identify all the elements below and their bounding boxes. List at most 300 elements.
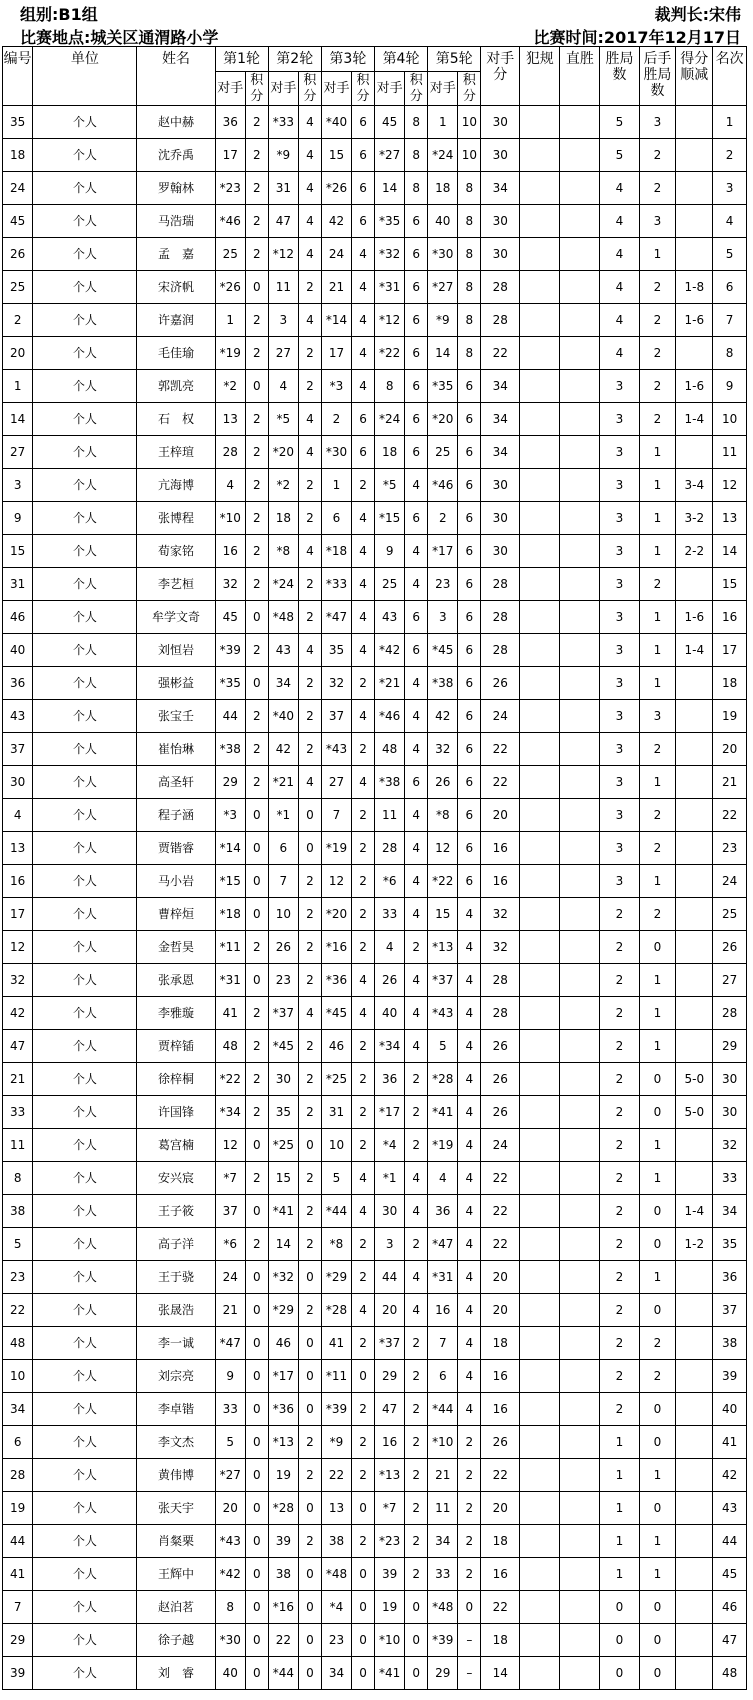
cell-r1-opp: *46 bbox=[215, 205, 245, 238]
cell-r2-opp: *16 bbox=[268, 1591, 298, 1624]
cell-r2-opp: *28 bbox=[268, 1492, 298, 1525]
cell-r3-opp: *9 bbox=[321, 1426, 351, 1459]
cell-r3-score: 2 bbox=[352, 1393, 375, 1426]
cell-r4-opp: *46 bbox=[374, 700, 404, 733]
cell-r1-score: 0 bbox=[245, 1195, 268, 1228]
cell-rank: 26 bbox=[713, 931, 747, 964]
cell-unit: 个人 bbox=[33, 1327, 137, 1360]
cell-name: 毛佳瑜 bbox=[137, 337, 215, 370]
cell-r4-score: 2 bbox=[405, 1063, 428, 1096]
cell-r5-opp: *47 bbox=[428, 1228, 458, 1261]
cell-wins: 2 bbox=[600, 1063, 639, 1096]
cell-score-dec bbox=[676, 964, 713, 997]
cell-foul bbox=[520, 1261, 560, 1294]
cell-name: 孟 嘉 bbox=[137, 238, 215, 271]
cell-wins: 4 bbox=[600, 172, 639, 205]
cell-r3-score: 2 bbox=[352, 733, 375, 766]
cell-foul bbox=[520, 1591, 560, 1624]
cell-r3-opp: 24 bbox=[321, 238, 351, 271]
cell-r2-opp: *40 bbox=[268, 700, 298, 733]
cell-r3-opp: 27 bbox=[321, 766, 351, 799]
cell-r5-opp: 25 bbox=[428, 436, 458, 469]
cell-r3-score: 0 bbox=[352, 1492, 375, 1525]
cell-rank: 38 bbox=[713, 1327, 747, 1360]
cell-direct bbox=[560, 601, 600, 634]
table-row bbox=[3, 1459, 747, 1492]
cell-foul bbox=[520, 1162, 560, 1195]
cell-score-dec bbox=[676, 1624, 713, 1657]
cell-r2-opp: 3 bbox=[268, 304, 298, 337]
cell-r5-score: 2 bbox=[458, 1426, 481, 1459]
cell-r3-score: 4 bbox=[352, 535, 375, 568]
cell-back-wins: 1 bbox=[639, 238, 676, 271]
cell-r2-opp: *12 bbox=[268, 238, 298, 271]
cell-foul bbox=[520, 568, 560, 601]
cell-r2-score: 4 bbox=[299, 205, 322, 238]
cell-r4-score: 6 bbox=[405, 502, 428, 535]
col-foul-header: 犯规 bbox=[520, 47, 560, 106]
cell-unit: 个人 bbox=[33, 1195, 137, 1228]
cell-score-dec bbox=[676, 865, 713, 898]
cell-unit: 个人 bbox=[33, 1261, 137, 1294]
cell-back-wins: 0 bbox=[639, 1624, 676, 1657]
cell-r5-opp: *10 bbox=[428, 1426, 458, 1459]
cell-r5-score: 2 bbox=[458, 1492, 481, 1525]
cell-r5-score: 6 bbox=[458, 436, 481, 469]
cell-r1-opp: 32 bbox=[215, 568, 245, 601]
cell-r3-score: 0 bbox=[352, 1624, 375, 1657]
cell-name: 郭凯亮 bbox=[137, 370, 215, 403]
cell-r1-score: 0 bbox=[245, 370, 268, 403]
cell-r4-opp: 48 bbox=[374, 733, 404, 766]
cell-score-dec bbox=[676, 1129, 713, 1162]
cell-r1-opp: *14 bbox=[215, 832, 245, 865]
cell-r4-score: 6 bbox=[405, 766, 428, 799]
cell-score-dec: 3-4 bbox=[676, 469, 713, 502]
cell-r3-opp: *28 bbox=[321, 1294, 351, 1327]
referee-label: 裁判长:宋伟 bbox=[654, 5, 741, 24]
cell-opp-score: 26 bbox=[481, 1096, 520, 1129]
cell-opp-score: 22 bbox=[481, 733, 520, 766]
cell-unit: 个人 bbox=[33, 568, 137, 601]
cell-unit: 个人 bbox=[33, 634, 137, 667]
cell-foul bbox=[520, 964, 560, 997]
cell-r4-score: 4 bbox=[405, 1261, 428, 1294]
cell-r4-opp: 36 bbox=[374, 1063, 404, 1096]
cell-r3-opp: 35 bbox=[321, 634, 351, 667]
cell-direct bbox=[560, 1459, 600, 1492]
cell-id: 25 bbox=[3, 271, 33, 304]
cell-back-wins: 1 bbox=[639, 997, 676, 1030]
cell-rank: 36 bbox=[713, 1261, 747, 1294]
cell-score-dec: 1-6 bbox=[676, 601, 713, 634]
cell-r2-opp: *1 bbox=[268, 799, 298, 832]
cell-r3-opp: 41 bbox=[321, 1327, 351, 1360]
cell-foul bbox=[520, 1525, 560, 1558]
cell-rank: 3 bbox=[713, 172, 747, 205]
cell-r2-score: 0 bbox=[299, 1591, 322, 1624]
table-row bbox=[3, 271, 747, 304]
cell-r2-score: 2 bbox=[299, 1162, 322, 1195]
cell-wins: 1 bbox=[600, 1459, 639, 1492]
cell-r1-score: 0 bbox=[245, 1294, 268, 1327]
cell-rank: 30 bbox=[713, 1063, 747, 1096]
cell-r2-score: 0 bbox=[299, 1327, 322, 1360]
cell-r5-opp: 14 bbox=[428, 337, 458, 370]
table-row bbox=[3, 766, 747, 799]
cell-rank: 10 bbox=[713, 403, 747, 436]
cell-opp-score: 24 bbox=[481, 1129, 520, 1162]
cell-wins: 0 bbox=[600, 1624, 639, 1657]
cell-r2-score: 4 bbox=[299, 304, 322, 337]
cell-r3-score: 2 bbox=[352, 898, 375, 931]
table-row bbox=[3, 1393, 747, 1426]
cell-rank: 24 bbox=[713, 865, 747, 898]
cell-name: 李艺桓 bbox=[137, 568, 215, 601]
cell-r4-score: 2 bbox=[405, 1525, 428, 1558]
cell-name: 王于骁 bbox=[137, 1261, 215, 1294]
cell-r3-score: 4 bbox=[352, 238, 375, 271]
cell-unit: 个人 bbox=[33, 370, 137, 403]
cell-name: 刘宗亮 bbox=[137, 1360, 215, 1393]
cell-r4-score: 4 bbox=[405, 1294, 428, 1327]
round-1-opp-header: 对手 bbox=[215, 72, 245, 106]
cell-direct bbox=[560, 667, 600, 700]
cell-r1-score: 2 bbox=[245, 502, 268, 535]
cell-wins: 2 bbox=[600, 1261, 639, 1294]
cell-r2-score: 2 bbox=[299, 568, 322, 601]
cell-id: 35 bbox=[3, 106, 33, 139]
cell-r5-score: 4 bbox=[458, 1195, 481, 1228]
cell-rank: 23 bbox=[713, 832, 747, 865]
cell-r3-opp: 34 bbox=[321, 1657, 351, 1690]
cell-r1-opp: *7 bbox=[215, 1162, 245, 1195]
cell-r2-opp: 10 bbox=[268, 898, 298, 931]
cell-r5-score: 6 bbox=[458, 667, 481, 700]
cell-r4-opp: *5 bbox=[374, 469, 404, 502]
cell-opp-score: 26 bbox=[481, 1063, 520, 1096]
cell-r5-opp: 26 bbox=[428, 766, 458, 799]
table-row bbox=[3, 865, 747, 898]
table-row bbox=[3, 238, 747, 271]
cell-opp-score: 20 bbox=[481, 1261, 520, 1294]
cell-r3-opp: *26 bbox=[321, 172, 351, 205]
cell-id: 28 bbox=[3, 1459, 33, 1492]
cell-wins: 0 bbox=[600, 1657, 639, 1690]
cell-r5-opp: 5 bbox=[428, 1030, 458, 1063]
cell-back-wins: 0 bbox=[639, 1426, 676, 1459]
cell-score-dec: 1-6 bbox=[676, 304, 713, 337]
cell-name: 张博程 bbox=[137, 502, 215, 535]
cell-r3-score: 6 bbox=[352, 106, 375, 139]
cell-r2-opp: 38 bbox=[268, 1558, 298, 1591]
cell-r2-score: 4 bbox=[299, 403, 322, 436]
cell-unit: 个人 bbox=[33, 502, 137, 535]
cell-opp-score: 34 bbox=[481, 172, 520, 205]
table-row bbox=[3, 1261, 747, 1294]
cell-id: 43 bbox=[3, 700, 33, 733]
cell-r3-score: 2 bbox=[352, 1063, 375, 1096]
cell-r5-score: 2 bbox=[458, 1525, 481, 1558]
cell-back-wins: 0 bbox=[639, 1195, 676, 1228]
table-row bbox=[3, 1426, 747, 1459]
cell-r1-score: 2 bbox=[245, 304, 268, 337]
cell-r1-score: 2 bbox=[245, 634, 268, 667]
cell-rank: 5 bbox=[713, 238, 747, 271]
cell-r4-score: 6 bbox=[405, 634, 428, 667]
cell-unit: 个人 bbox=[33, 1162, 137, 1195]
cell-r1-score: 0 bbox=[245, 1327, 268, 1360]
cell-score-dec bbox=[676, 931, 713, 964]
cell-foul bbox=[520, 799, 560, 832]
cell-r4-opp: 4 bbox=[374, 931, 404, 964]
cell-r3-score: 0 bbox=[352, 1360, 375, 1393]
cell-back-wins: 0 bbox=[639, 1591, 676, 1624]
sheet-header bbox=[0, 0, 753, 46]
cell-r2-score: 2 bbox=[299, 1459, 322, 1492]
round-5-header: 第5轮 bbox=[428, 47, 481, 72]
round-1-score-header: 积分 bbox=[245, 72, 268, 106]
round-2-header: 第2轮 bbox=[268, 47, 321, 72]
cell-foul bbox=[520, 898, 560, 931]
cell-score-dec bbox=[676, 172, 713, 205]
cell-r4-score: 6 bbox=[405, 370, 428, 403]
cell-r4-score: 2 bbox=[405, 1360, 428, 1393]
cell-direct bbox=[560, 1162, 600, 1195]
cell-r2-score: 0 bbox=[299, 1261, 322, 1294]
cell-rank: 7 bbox=[713, 304, 747, 337]
cell-r1-opp: *26 bbox=[215, 271, 245, 304]
cell-unit: 个人 bbox=[33, 997, 137, 1030]
cell-r2-opp: 27 bbox=[268, 337, 298, 370]
cell-back-wins: 2 bbox=[639, 832, 676, 865]
cell-r5-score: 8 bbox=[458, 337, 481, 370]
cell-wins: 2 bbox=[600, 997, 639, 1030]
cell-direct bbox=[560, 1096, 600, 1129]
round-3-opp-header: 对手 bbox=[321, 72, 351, 106]
cell-direct bbox=[560, 370, 600, 403]
cell-unit: 个人 bbox=[33, 931, 137, 964]
table-row bbox=[3, 436, 747, 469]
cell-foul bbox=[520, 436, 560, 469]
table-row bbox=[3, 304, 747, 337]
cell-r5-score: 6 bbox=[458, 370, 481, 403]
cell-foul bbox=[520, 172, 560, 205]
cell-back-wins: 0 bbox=[639, 1294, 676, 1327]
cell-unit: 个人 bbox=[33, 964, 137, 997]
venue-label: 比赛地点:城关区通渭路小学 bbox=[20, 28, 219, 47]
cell-r4-opp: *4 bbox=[374, 1129, 404, 1162]
cell-r4-opp: 11 bbox=[374, 799, 404, 832]
cell-r1-score: 0 bbox=[245, 1624, 268, 1657]
cell-rank: 1 bbox=[713, 106, 747, 139]
cell-opp-score: 30 bbox=[481, 139, 520, 172]
cell-r4-score: 4 bbox=[405, 1162, 428, 1195]
cell-r1-score: 2 bbox=[245, 469, 268, 502]
date-label: 比赛时间:2017年12月17日 bbox=[533, 28, 741, 47]
cell-name: 葛宫楠 bbox=[137, 1129, 215, 1162]
round-4-opp-header: 对手 bbox=[374, 72, 404, 106]
cell-r3-opp: 37 bbox=[321, 700, 351, 733]
cell-r2-opp: *24 bbox=[268, 568, 298, 601]
cell-r1-score: 0 bbox=[245, 799, 268, 832]
cell-r1-score: 2 bbox=[245, 337, 268, 370]
cell-foul bbox=[520, 1558, 560, 1591]
cell-direct bbox=[560, 502, 600, 535]
cell-back-wins: 2 bbox=[639, 403, 676, 436]
cell-direct bbox=[560, 1525, 600, 1558]
cell-r1-opp: 37 bbox=[215, 1195, 245, 1228]
cell-r5-opp: 6 bbox=[428, 1360, 458, 1393]
cell-wins: 2 bbox=[600, 1327, 639, 1360]
cell-direct bbox=[560, 1426, 600, 1459]
cell-r2-score: 0 bbox=[299, 1558, 322, 1591]
cell-unit: 个人 bbox=[33, 1459, 137, 1492]
cell-unit: 个人 bbox=[33, 1030, 137, 1063]
cell-r5-score: 2 bbox=[458, 1558, 481, 1591]
cell-name: 贾梓锸 bbox=[137, 1030, 215, 1063]
cell-r4-score: 4 bbox=[405, 469, 428, 502]
cell-r1-score: 2 bbox=[245, 106, 268, 139]
cell-name: 亢海博 bbox=[137, 469, 215, 502]
cell-r5-score: 8 bbox=[458, 205, 481, 238]
cell-r3-opp: *4 bbox=[321, 1591, 351, 1624]
cell-r5-opp: 23 bbox=[428, 568, 458, 601]
cell-r5-score: 4 bbox=[458, 1030, 481, 1063]
cell-rank: 27 bbox=[713, 964, 747, 997]
cell-foul bbox=[520, 1327, 560, 1360]
cell-r2-score: 2 bbox=[299, 1195, 322, 1228]
cell-r4-opp: *35 bbox=[374, 205, 404, 238]
cell-name: 崔怡琳 bbox=[137, 733, 215, 766]
cell-back-wins: 2 bbox=[639, 898, 676, 931]
cell-r2-opp: 6 bbox=[268, 832, 298, 865]
cell-r3-score: 4 bbox=[352, 568, 375, 601]
cell-r1-score: 0 bbox=[245, 667, 268, 700]
cell-r2-opp: 46 bbox=[268, 1327, 298, 1360]
cell-r5-opp: 33 bbox=[428, 1558, 458, 1591]
cell-r1-score: 2 bbox=[245, 700, 268, 733]
cell-score-dec bbox=[676, 733, 713, 766]
cell-r1-score: 2 bbox=[245, 1063, 268, 1096]
cell-r3-opp: *14 bbox=[321, 304, 351, 337]
cell-r1-score: 2 bbox=[245, 172, 268, 205]
cell-id: 21 bbox=[3, 1063, 33, 1096]
cell-r4-score: 4 bbox=[405, 898, 428, 931]
cell-r5-opp: 16 bbox=[428, 1294, 458, 1327]
cell-direct bbox=[560, 865, 600, 898]
cell-id: 1 bbox=[3, 370, 33, 403]
cell-opp-score: 22 bbox=[481, 1195, 520, 1228]
cell-r3-opp: *48 bbox=[321, 1558, 351, 1591]
cell-r1-score: 0 bbox=[245, 1591, 268, 1624]
cell-r3-opp: 21 bbox=[321, 271, 351, 304]
cell-id: 36 bbox=[3, 667, 33, 700]
cell-r2-score: 2 bbox=[299, 370, 322, 403]
table-row bbox=[3, 1657, 747, 1690]
cell-id: 42 bbox=[3, 997, 33, 1030]
cell-id: 8 bbox=[3, 1162, 33, 1195]
cell-r2-opp: *17 bbox=[268, 1360, 298, 1393]
cell-r5-score: 6 bbox=[458, 700, 481, 733]
cell-r5-score: – bbox=[458, 1657, 481, 1690]
cell-r4-opp: *37 bbox=[374, 1327, 404, 1360]
cell-id: 3 bbox=[3, 469, 33, 502]
col-back-wins-header: 后手胜局数 bbox=[639, 47, 676, 106]
cell-r4-opp: 8 bbox=[374, 370, 404, 403]
cell-r2-score: 2 bbox=[299, 601, 322, 634]
cell-r5-opp: 15 bbox=[428, 898, 458, 931]
cell-wins: 3 bbox=[600, 535, 639, 568]
cell-r1-score: 0 bbox=[245, 898, 268, 931]
cell-r3-opp: 46 bbox=[321, 1030, 351, 1063]
cell-score-dec bbox=[676, 898, 713, 931]
cell-r4-opp: *7 bbox=[374, 1492, 404, 1525]
cell-rank: 35 bbox=[713, 1228, 747, 1261]
cell-r5-opp: 3 bbox=[428, 601, 458, 634]
cell-r4-opp: 18 bbox=[374, 436, 404, 469]
cell-rank: 17 bbox=[713, 634, 747, 667]
cell-opp-score: 28 bbox=[481, 964, 520, 997]
cell-score-dec bbox=[676, 1393, 713, 1426]
cell-direct bbox=[560, 733, 600, 766]
cell-back-wins: 1 bbox=[639, 1459, 676, 1492]
cell-r2-score: 2 bbox=[299, 469, 322, 502]
cell-name: 高圣轩 bbox=[137, 766, 215, 799]
cell-r5-opp: *24 bbox=[428, 139, 458, 172]
cell-r5-score: 4 bbox=[458, 964, 481, 997]
cell-r4-score: 4 bbox=[405, 997, 428, 1030]
cell-r5-score: 4 bbox=[458, 898, 481, 931]
cell-r2-opp: *13 bbox=[268, 1426, 298, 1459]
table-row bbox=[3, 1327, 747, 1360]
cell-r4-opp: 45 bbox=[374, 106, 404, 139]
cell-r3-opp: 5 bbox=[321, 1162, 351, 1195]
cell-back-wins: 2 bbox=[639, 733, 676, 766]
cell-back-wins: 1 bbox=[639, 535, 676, 568]
cell-direct bbox=[560, 1360, 600, 1393]
cell-r3-opp: *11 bbox=[321, 1360, 351, 1393]
cell-opp-score: 22 bbox=[481, 1459, 520, 1492]
round-4-score-header: 积分 bbox=[405, 72, 428, 106]
cell-r2-score: 4 bbox=[299, 139, 322, 172]
cell-unit: 个人 bbox=[33, 304, 137, 337]
cell-r5-score: 8 bbox=[458, 238, 481, 271]
cell-opp-score: 16 bbox=[481, 865, 520, 898]
cell-foul bbox=[520, 832, 560, 865]
cell-wins: 2 bbox=[600, 1096, 639, 1129]
cell-opp-score: 28 bbox=[481, 271, 520, 304]
cell-direct bbox=[560, 1195, 600, 1228]
cell-wins: 3 bbox=[600, 568, 639, 601]
cell-score-dec bbox=[676, 1360, 713, 1393]
cell-name: 张宝壬 bbox=[137, 700, 215, 733]
cell-r3-score: 2 bbox=[352, 1228, 375, 1261]
cell-r2-score: 2 bbox=[299, 1096, 322, 1129]
cell-r5-opp: *27 bbox=[428, 271, 458, 304]
cell-id: 26 bbox=[3, 238, 33, 271]
cell-rank: 48 bbox=[713, 1657, 747, 1690]
cell-rank: 9 bbox=[713, 370, 747, 403]
cell-name: 罗翰林 bbox=[137, 172, 215, 205]
cell-r4-opp: 40 bbox=[374, 997, 404, 1030]
cell-direct bbox=[560, 700, 600, 733]
cell-r5-opp: *22 bbox=[428, 865, 458, 898]
cell-opp-score: 26 bbox=[481, 667, 520, 700]
cell-score-dec bbox=[676, 139, 713, 172]
cell-r5-score: 0 bbox=[458, 1591, 481, 1624]
cell-foul bbox=[520, 1492, 560, 1525]
